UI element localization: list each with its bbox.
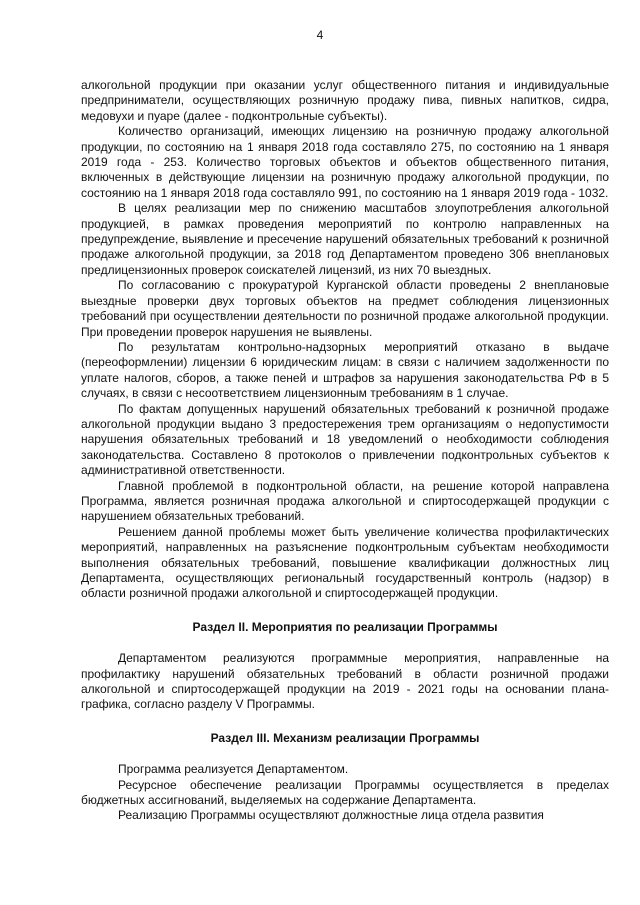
section-heading: Раздел II. Мероприятия по реализации Программы (192, 619, 498, 634)
paragraph: Реализацию Программы осуществляют должностные лица отдела развития (118, 808, 544, 823)
document-body (81, 78, 609, 824)
page-number: 4 (316, 28, 324, 42)
paragraph: Ресурсное обеспечение реализации Программы осуществляется в пределах бюджетных ассигнований, выделяемых на содержание Департамента. (81, 777, 609, 808)
paragraph: В целях реализации мер по снижению масштабов злоупотребления алкогольной продукцией, в рамках проведения мероприятий по контролю направленных на предупреждение, выявление и пресечение нарушений обязательных требований к розничной продаже алкогольной продукции, за 2018 год Департаментом проведено 306 внеплановых предлицензионных проверок соискателей лицензий, из них 70 выездных. (81, 201, 609, 277)
paragraph: Главной проблемой в подконтрольной области, на решение которой направлена Программа, является розничная продажа алкогольной и спиртосодержащей продукции с нарушением обязательных требований. (81, 478, 609, 524)
paragraph: Программа реализуется Департаментом. (118, 762, 349, 777)
paragraph: Количество организаций, имеющих лицензию на розничную продажу алкогольной продукции, по состоянию на 1 января 2018 года составляло 275, по состоянию на 1 января 2019 года - 253. Количество торговых объектов и объектов общественного питания, включенных в действующие лицензии на розничную продажу алкогольной продукции, по состоянию на 1 января 2018 года составляло 991, по состоянию на 1 января 2019 года - 1032. (81, 124, 609, 200)
paragraph: По согласованию с прокуратурой Курганской области проведены 2 внеплановые выездные проверки двух торговых объектов на предмет соблюдения лицензионных требований при осуществлении деятельности по розничной продаже алкогольной продукции. При проведении проверок нарушения не выявлены. (81, 278, 609, 339)
paragraph: Департаментом реализуются программные мероприятия, направленные на профилактику нарушений обязательных требований в области розничной продажи алкогольной и спиртосодержащей продукции на 2019 - 2021 годы на основании плана-графика, согласно разделу V Программы. (81, 651, 609, 712)
paragraph: По фактам допущенных нарушений обязательных требований к розничной продаже алкогольной продукции выдано 3 предостережения трем организациям о недопустимости нарушения обязательных требований и 18 уведомлений о необходимости соблюдения законодательства. Составлено 8 протоколов о привлечении подконтрольных субъектов к административной ответственности. (81, 401, 609, 478)
paragraph: алкогольной продукции при оказании услуг общественного питания и индивидуальные предприниматели, осуществляющих розничную продажу пива, пивных напитков, сидра, медовухи и пуаре (далее - подконтрольные субъекты). (81, 78, 609, 123)
paragraph: По результатам контрольно-надзорных мероприятий отказано в выдаче (переоформлении) лицензии 6 юридическим лицам: в связи с наличием задолженности по уплате налогов, сборов, а также пеней и штрафов за нарушения законодательства РФ в 5 случаях, в связи с несоответствием лицензионным требованиям в 1 случае. (81, 339, 609, 401)
section-heading: Раздел III. Механизм реализации Программы (210, 730, 480, 745)
paragraph: Решением данной проблемы может быть увеличение количества профилактических мероприятий, направленных на разъяснение подконтрольным субъектам необходимости выполнения обязательных требований, повышение квалификации должностных лиц Департамента, осуществляющих региональный государственный контроль (надзор) в области розничной продажи алкогольной и спиртосодержащей продукции. (81, 524, 609, 601)
